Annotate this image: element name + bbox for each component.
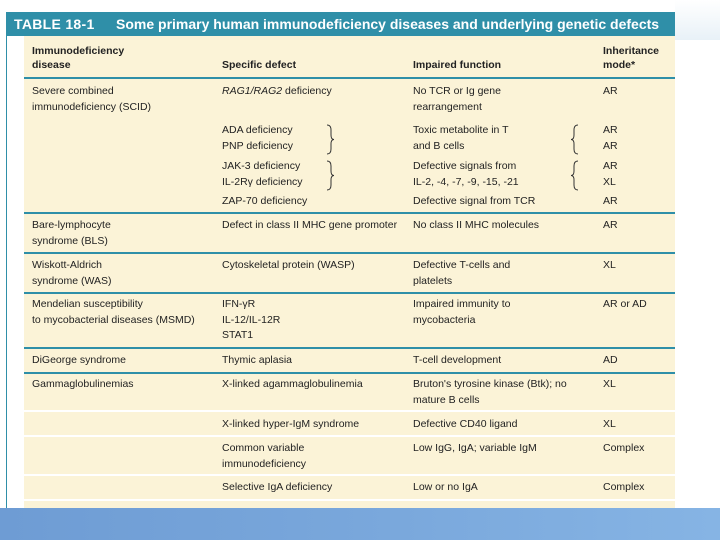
bls-disease: Bare-lymphocyte syndrome (BLS) xyxy=(32,219,111,247)
scid-toxic-function: Toxic metabolite in T and B cells xyxy=(413,124,509,152)
subrow-rule xyxy=(24,474,675,476)
scid-disease: Severe combined immunodeficiency (SCID) xyxy=(32,85,152,113)
higm-defect: X-linked hyper-IgM syndrome xyxy=(222,418,360,430)
header-inheritance-mode: Inheritance mode* xyxy=(603,45,660,71)
digeorge-defect: Thymic aplasia xyxy=(222,354,293,366)
header-impaired-function: Impaired function xyxy=(413,59,502,71)
subrow-rule xyxy=(24,435,675,437)
cvid-defect: Common variable immunodeficiency xyxy=(222,442,307,470)
xla-defect: X-linked agammaglobulinemia xyxy=(222,378,363,390)
row-rule xyxy=(24,292,675,294)
iga-defect: Selective IgA deficiency xyxy=(222,481,333,493)
was-defect: Cytoskeletal protein (WASP) xyxy=(222,259,355,271)
msmd-disease: Mendelian susceptibility to mycobacterial diseases (MSMD) xyxy=(32,298,195,326)
scid-signal-function: Defective signals from IL-2, -4, -7, -9, -15, -21 xyxy=(413,160,519,188)
header-specific-defect: Specific defect xyxy=(222,59,297,71)
table-number: TABLE 18-1 xyxy=(14,16,95,32)
scid-zap70-function: Defective signal from TCR xyxy=(413,195,536,207)
higm-function: Defective CD40 ligand xyxy=(413,418,518,430)
bls-mode: AR xyxy=(603,219,618,231)
msmd-mode: AR or AD xyxy=(603,298,647,310)
right-brace-ada-pnp xyxy=(325,124,335,155)
bls-defect: Defect in class II MHC gene promoter xyxy=(222,219,398,231)
table-caption: Some primary human immunodeficiency diseases and underlying genetic defects xyxy=(116,16,660,32)
digeorge-disease: DiGeorge syndrome xyxy=(32,354,126,366)
xla-function: Bruton's tyrosine kinase (Btk); no mature B cells xyxy=(413,378,567,406)
immunodeficiency-table xyxy=(24,36,675,508)
was-function: Defective T-cells and platelets xyxy=(413,259,511,287)
slide-footer-band xyxy=(0,508,720,540)
scid-rag-defect: RAG1/RAG2 deficiency xyxy=(222,85,332,97)
slide-corner-decoration xyxy=(675,0,720,40)
msmd-defect: IFN-γR IL-12/IL-12R STAT1 xyxy=(222,298,281,341)
subrow-rule xyxy=(24,499,675,501)
higm-mode: XL xyxy=(603,418,616,430)
scid-rag-function: No TCR or Ig gene rearrangement xyxy=(413,85,501,113)
scid-jak3-il2rg-mode: AR XL xyxy=(603,160,618,188)
scid-zap70-defect: ZAP-70 deficiency xyxy=(222,195,308,207)
header-disease: Immunodeficiency disease xyxy=(32,45,125,71)
right-brace-jak3-il2rg xyxy=(325,160,335,191)
digeorge-mode: AD xyxy=(603,354,618,366)
table-header-bar xyxy=(6,12,675,36)
iga-function: Low or no IgA xyxy=(413,481,478,493)
scid-rag-mode: AR xyxy=(603,85,618,97)
header-rule xyxy=(24,77,675,79)
scid-jak3-il2rg-defect: JAK-3 deficiency IL-2Rγ deficiency xyxy=(222,160,303,188)
row-rule xyxy=(24,372,675,374)
bls-function: No class II MHC molecules xyxy=(413,219,540,231)
left-brace-toxic xyxy=(570,124,580,155)
was-mode: XL xyxy=(603,259,616,271)
cvid-function: Low IgG, IgA; variable IgM xyxy=(413,442,537,454)
row-rule xyxy=(24,347,675,349)
digeorge-function: T-cell development xyxy=(413,354,502,366)
subrow-rule xyxy=(24,410,675,412)
gamma-disease: Gammaglobulinemias xyxy=(32,378,134,390)
xla-mode: XL xyxy=(603,378,616,390)
was-disease: Wiskott-Aldrich syndrome (WAS) xyxy=(32,259,112,287)
msmd-function: Impaired immunity to mycobacteria xyxy=(413,298,511,326)
scid-ada-pnp-defect: ADA deficiency PNP deficiency xyxy=(222,124,294,152)
scid-ada-pnp-mode: AR AR xyxy=(603,124,618,152)
table-left-border xyxy=(6,12,7,512)
left-brace-signal xyxy=(570,160,580,191)
row-rule xyxy=(24,252,675,254)
cvid-mode: Complex xyxy=(603,442,645,454)
iga-mode: Complex xyxy=(603,481,645,493)
row-rule xyxy=(24,212,675,214)
scid-zap70-mode: AR xyxy=(603,195,618,207)
